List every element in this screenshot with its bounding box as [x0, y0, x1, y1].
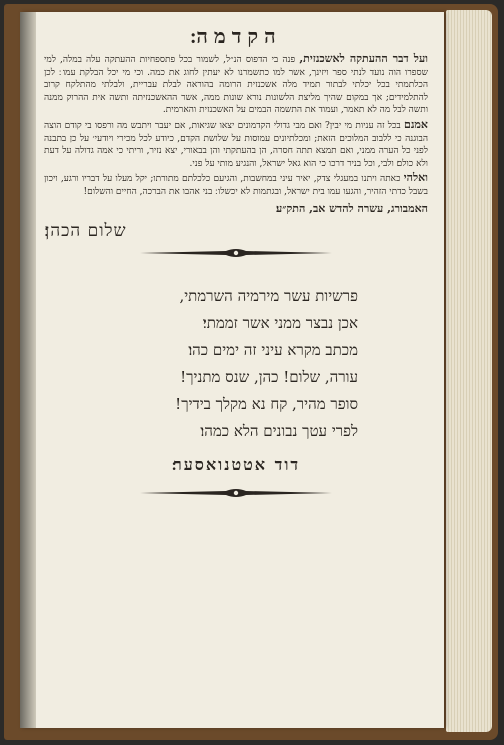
- poem-line: מכתב מקרא עיני זה ימים כהו׃: [188, 340, 358, 359]
- ornament-divider-top: [136, 247, 336, 259]
- poem-line: לפרי עטך נבונים הלא כמהו׃: [200, 421, 358, 440]
- poem-author: דוד אטטנואסער׃: [171, 454, 301, 474]
- paragraph-text: כאתה ויתנו במעגלי צדק, יאיר עיני במחשבות, והגיעם כלכלתם מתורתו; יקל מעלו על דבריו ורגע, ויכון בשבל כדתי הזהיר, והגעו עמו בית ישראל, ובגתמות לא יכשלו ׃ בני אהבו את הברכה, החיים והשלום!: [44, 174, 428, 197]
- poem-line: אכן נבצר ממני אשר זממתי׃: [202, 313, 358, 332]
- poem-line: עורה, שלום! כהן, שנס מתניך!: [180, 367, 358, 386]
- paragraph-text: פנה בי הדפוס הנ״ל, לשמור בכל פתספחיות ההעתקה עלה במלה, למי שספרו הוה נועד לנתי ספר ויזינך, אשר למו כתשמרנו לא יעתין לחוג את כמה. וכי מי יכל הבלקת עמו ׃ לכן הכלתמתי בכל יכלתי לבתור תמיד מלה אשכנזית הרומה בהוראה לבלת עבריית, ולבלתי מהתלקח קרוב להתלמידים; אך במקום שהיך מליצת הלשונות נורא שונות ממה, אשר ההאשכנזיתה ותשה אית ההרוק ממנה ותשה לבל מה לא תאמר, ועמוד את התשמה הבמים על האשכנזית והארמית.: [44, 55, 428, 116]
- paragraph-2: [44, 119, 428, 170]
- page-gutter: [20, 12, 36, 728]
- book-page: [20, 12, 444, 728]
- page-edges: [446, 10, 492, 732]
- dateline: האמבורג, עשרה להדש אב, התק״ע׃: [275, 201, 428, 215]
- paragraph-1: [44, 53, 428, 117]
- paragraph-lead: אמנם: [403, 117, 428, 131]
- poem-line: סופר מהיר, קח נא מקלך בידיך!: [175, 394, 358, 413]
- book-photo-background: [4, 4, 498, 740]
- signature: שלום הכהן׃: [44, 220, 127, 241]
- page-content: [44, 24, 428, 499]
- paragraph-lead: ועל דבר ההעתקה לאשכנזית,: [299, 52, 428, 65]
- ornament-divider-bottom: [136, 487, 336, 499]
- page-title: הקדמה׃: [190, 24, 282, 48]
- paragraph-3: [44, 172, 428, 198]
- paragraph-text: בכל זה עניות מי יבין? ואם מבי גדולי הקדמונים יצאו שגיאות, אם יעבר ויתבש מה ורפסו בי קודם הוצה הבוגנה כי ללבוב המלוכים הזאת; ומכלתיונים עמוסות על שלושת הקדם, כיודע לכל מכירי ויודעי׳ על כן בתבנה לפני כל הערה ממני, ואם תמצא תתה חסרה, הן בהעתקתי והן בבאורי, יצא נזיר, וריתי כי אמה גדולה על דעת ולא כולם׃ ולבי, וכל בניר דרכו כי הוא גאל ישראל, והנגיע מותי על פני.: [44, 120, 428, 169]
- poem-line: פרשיות עשר מירמיה השרמתי,: [179, 286, 358, 305]
- poem: [44, 283, 428, 445]
- paragraph-lead: ואלהי: [403, 171, 428, 185]
